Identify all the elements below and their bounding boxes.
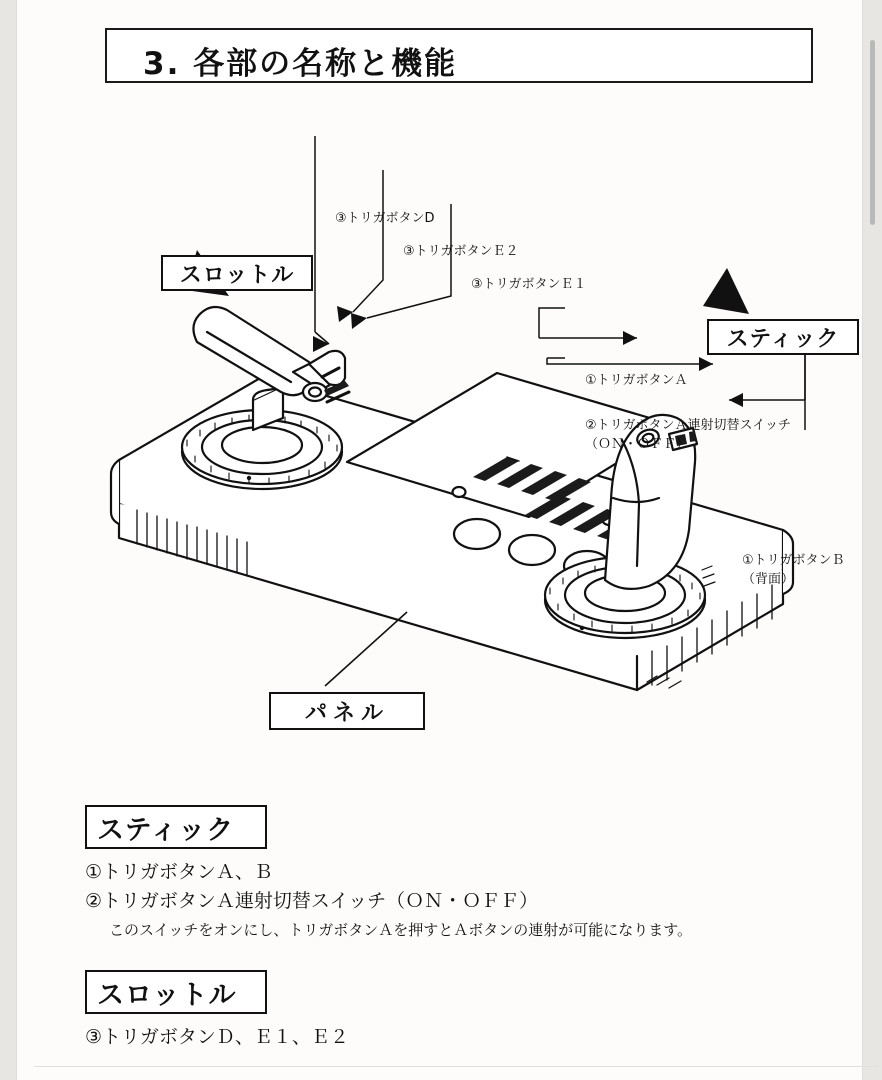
legend-stick-note: このスイッチをオンにし、トリガボタンＡを押すとＡボタンの連射が可能になります。 (109, 921, 693, 939)
figure-label-throttle-text: スロットル (179, 262, 295, 288)
legend-heading-throttle-text: スロットル (97, 979, 237, 1011)
controller-illustration (77, 100, 867, 740)
callout-trigger-e1: ③トリガボタンＥ１ (471, 277, 587, 292)
callout-trigger-a-switch-line1: ②トリガボタンＡ連射切替スイッチ (585, 418, 792, 433)
document-page (17, 0, 862, 1080)
figure-label-stick (707, 319, 859, 355)
callout-trigger-a: ①トリガボタンＡ (585, 373, 688, 388)
legend-throttle-item-1: ③トリガボタンＤ、Ｅ１、Ｅ２ (85, 1026, 349, 1048)
callout-trigger-a-switch-line2: （ＯＮ・ＯＦＦ） (585, 436, 690, 452)
callout-trigger-b-line2: （背面） (742, 571, 795, 587)
legend-heading-stick-text: スティック (97, 814, 235, 846)
vertical-scrollbar[interactable] (871, 0, 879, 1080)
figure-label-panel-text: パネル (304, 700, 389, 726)
legend-stick-item-2: ②トリガボタンＡ連射切替スイッチ（ＯＮ・ＯＦＦ） (85, 890, 539, 912)
scrollbar-thumb[interactable] (870, 40, 875, 225)
legend-stick-item-1: ①トリガボタンＡ、Ｂ (85, 861, 273, 883)
section-title-box (105, 28, 813, 83)
figure-label-panel (269, 692, 425, 730)
section-title-text: 3. 各部の名称と機能 (143, 46, 458, 82)
legend-heading-throttle (85, 970, 267, 1014)
callout-trigger-e2: ③トリガボタンＥ２ (403, 244, 519, 259)
callout-trigger-b-line1: ①トリガボタンＢ (742, 553, 845, 568)
legend-heading-stick (85, 805, 267, 849)
callout-trigger-d: ③トリガボタンD (335, 211, 435, 226)
figure-label-throttle (161, 255, 313, 291)
callout-trigger-b (742, 552, 845, 590)
callout-trigger-a-switch (585, 417, 791, 455)
page-bottom-divider (34, 1066, 879, 1067)
figure-label-stick-text: スティック (726, 326, 840, 352)
